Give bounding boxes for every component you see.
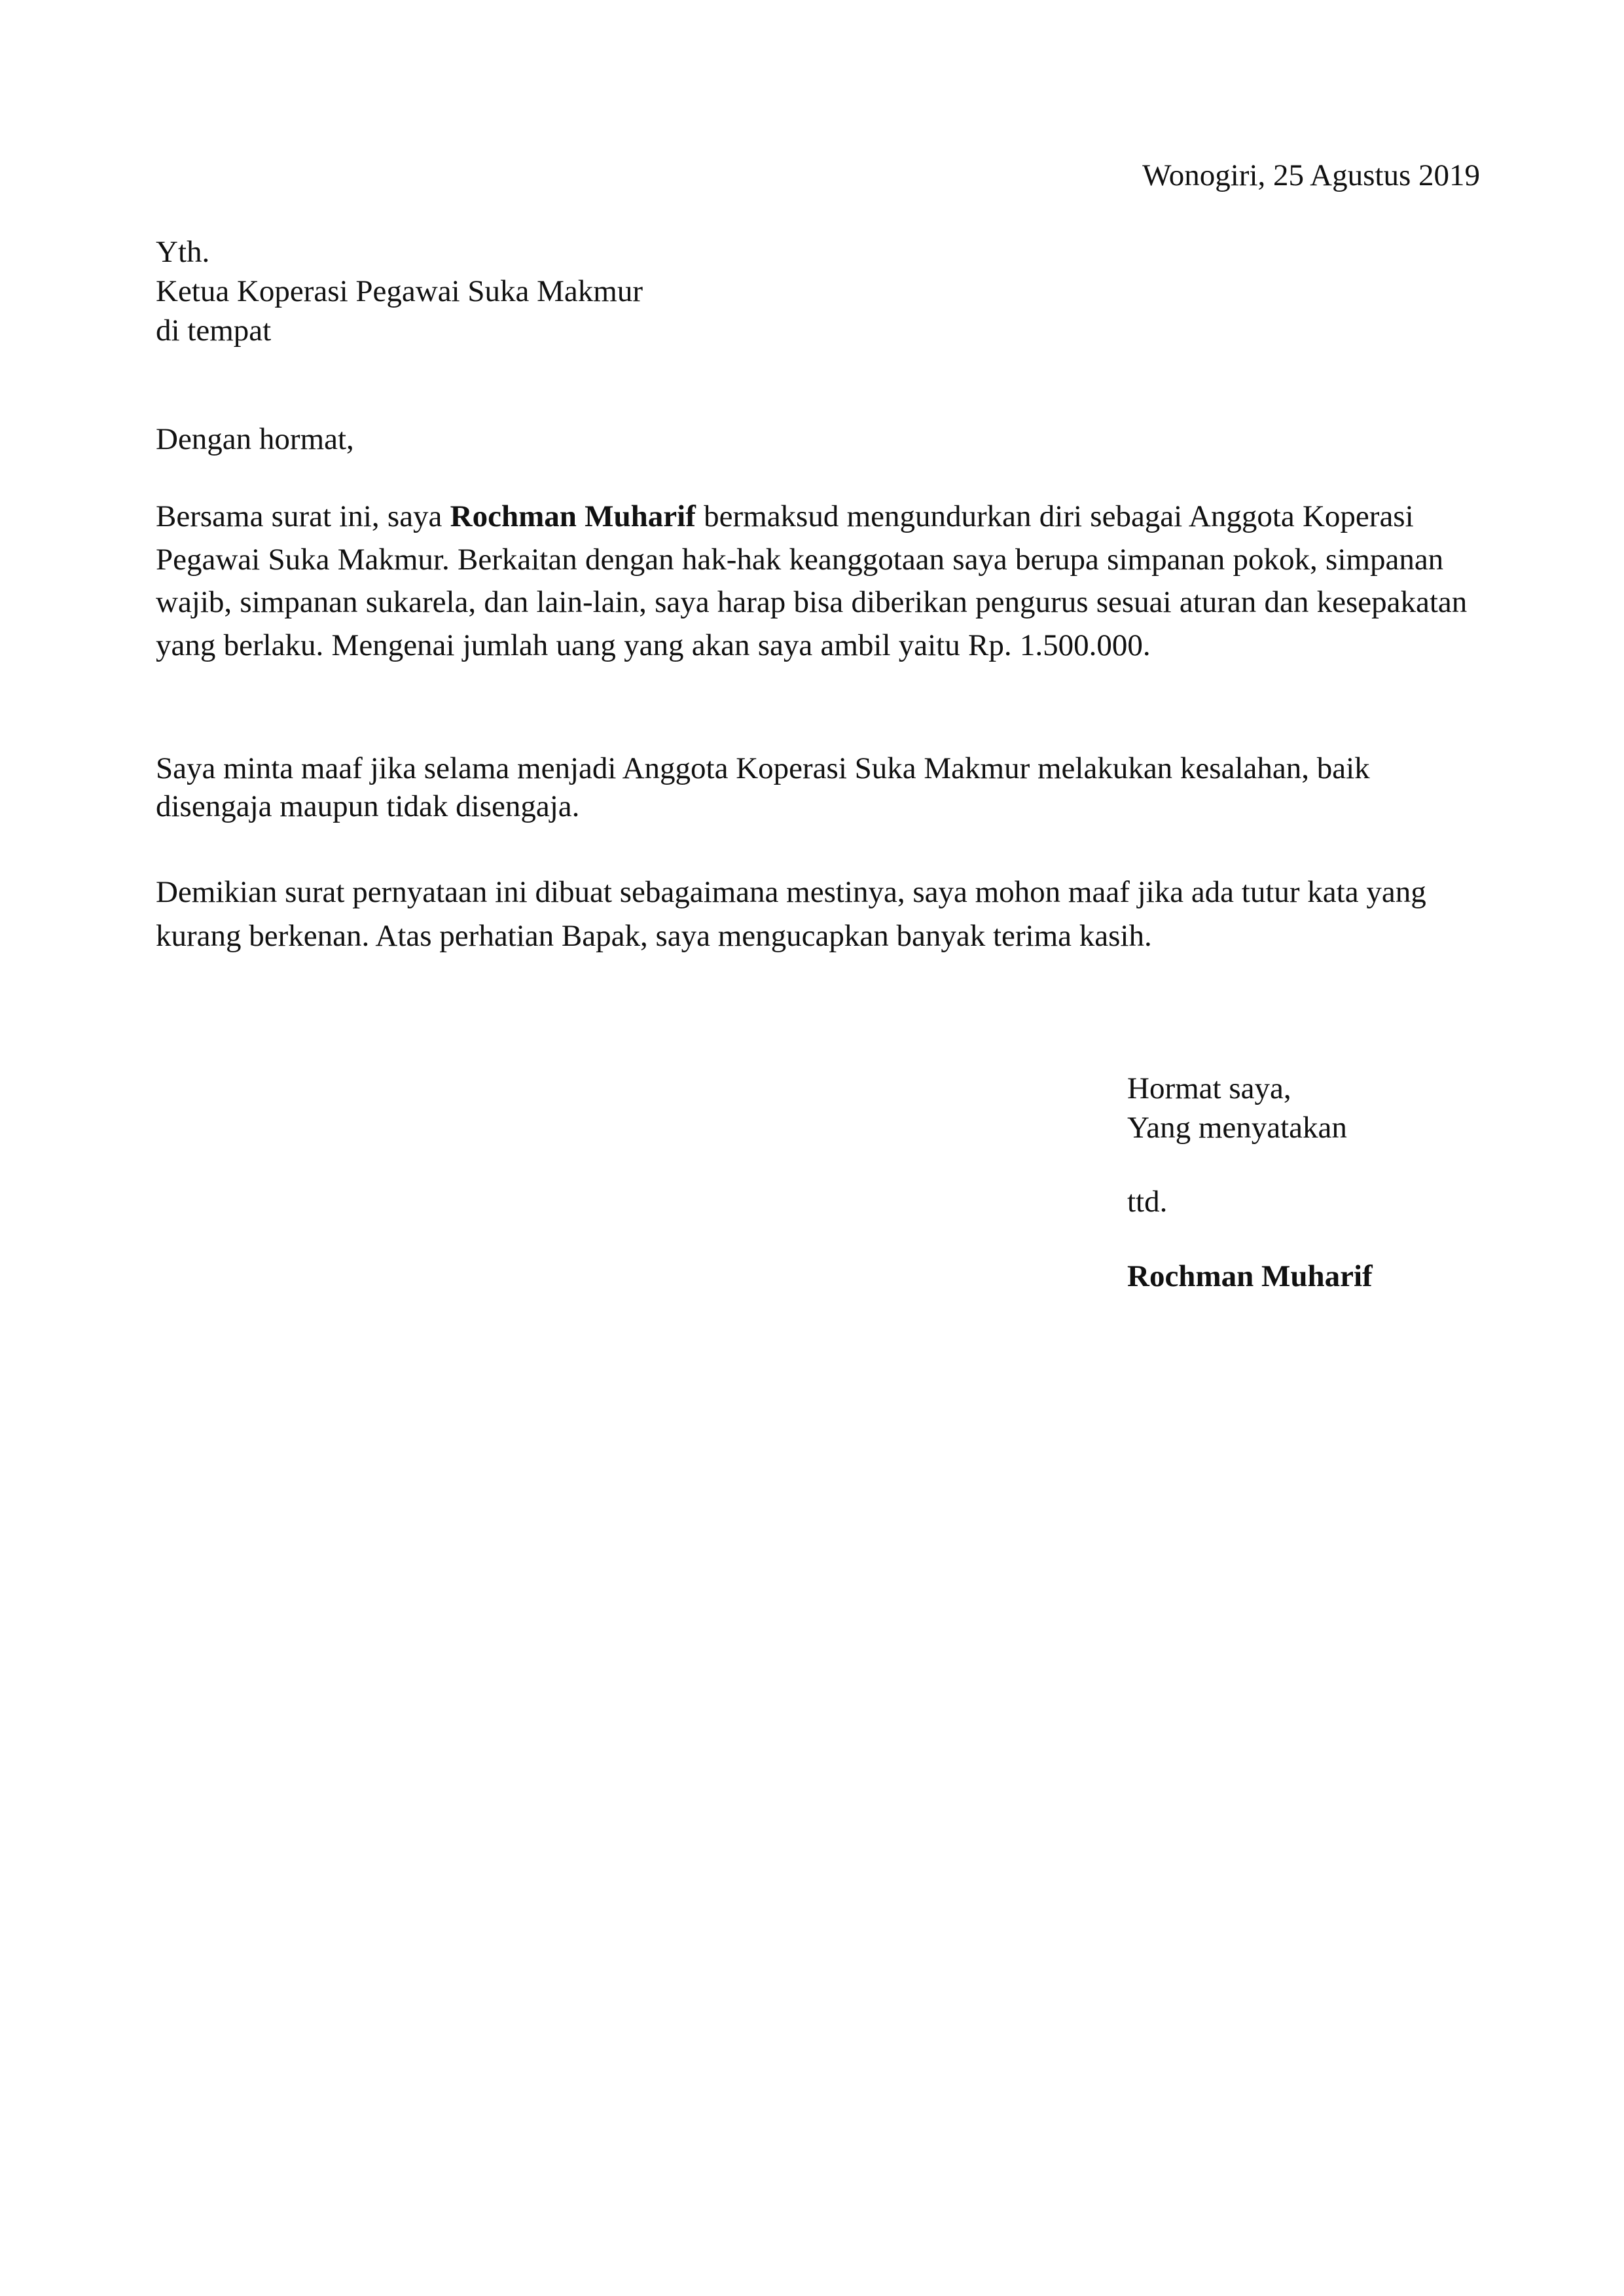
recipient-location: di tempat (156, 314, 272, 348)
greeting: Dengan hormat, (156, 422, 354, 456)
closing-line-2: Yang menyatakan (1127, 1111, 1347, 1145)
recipient-block (156, 232, 643, 350)
paragraph-3: Demikian surat pernyataan ini dibuat sebagaimana mestinya, saya mohon maaf jika ada tutur kata yang kurang berkenan. Atas perhatian Bapak, saya mengucapkan banyak terima kasih. (156, 875, 1426, 953)
recipient-name: Ketua Koperasi Pegawai Suka Makmur (156, 274, 643, 308)
paragraph-2: Saya minta maaf jika selama menjadi Anggota Koperasi Suka Makmur melakukan kesalahan, baik disengaja maupun tidak disengaja. (156, 751, 1370, 823)
sender-name-inline: Rochman Muharif (450, 499, 696, 533)
signer-name: Rochman Muharif (1127, 1259, 1373, 1293)
closing-line-1: Hormat saya, (1127, 1071, 1291, 1105)
paragraph-1 (156, 495, 1478, 667)
paragraph-1-body: bermaksud mengundurkan diri sebagai Anggota Koperasi Pegawai Suka Makmur. Berkaitan dengan hak-hak keanggotaan saya berupa simpanan pokok, simpanan wajib, simpanan sukarela, dan lain-lain, saya harap bisa diberikan pengurus sesuai aturan dan kesepakatan yang berlaku. Mengenai jumlah uang yang akan saya ambil yaitu Rp. 1.500.000. (156, 499, 1468, 662)
paragraph-1-intro: Bersama surat ini, saya (156, 499, 450, 533)
date-place: Wonogiri, 25 Agustus 2019 (1142, 158, 1480, 192)
closing-block (1127, 1069, 1347, 1147)
recipient-salutation: Yth. (156, 235, 210, 269)
signature-mark: ttd. (1127, 1185, 1168, 1219)
